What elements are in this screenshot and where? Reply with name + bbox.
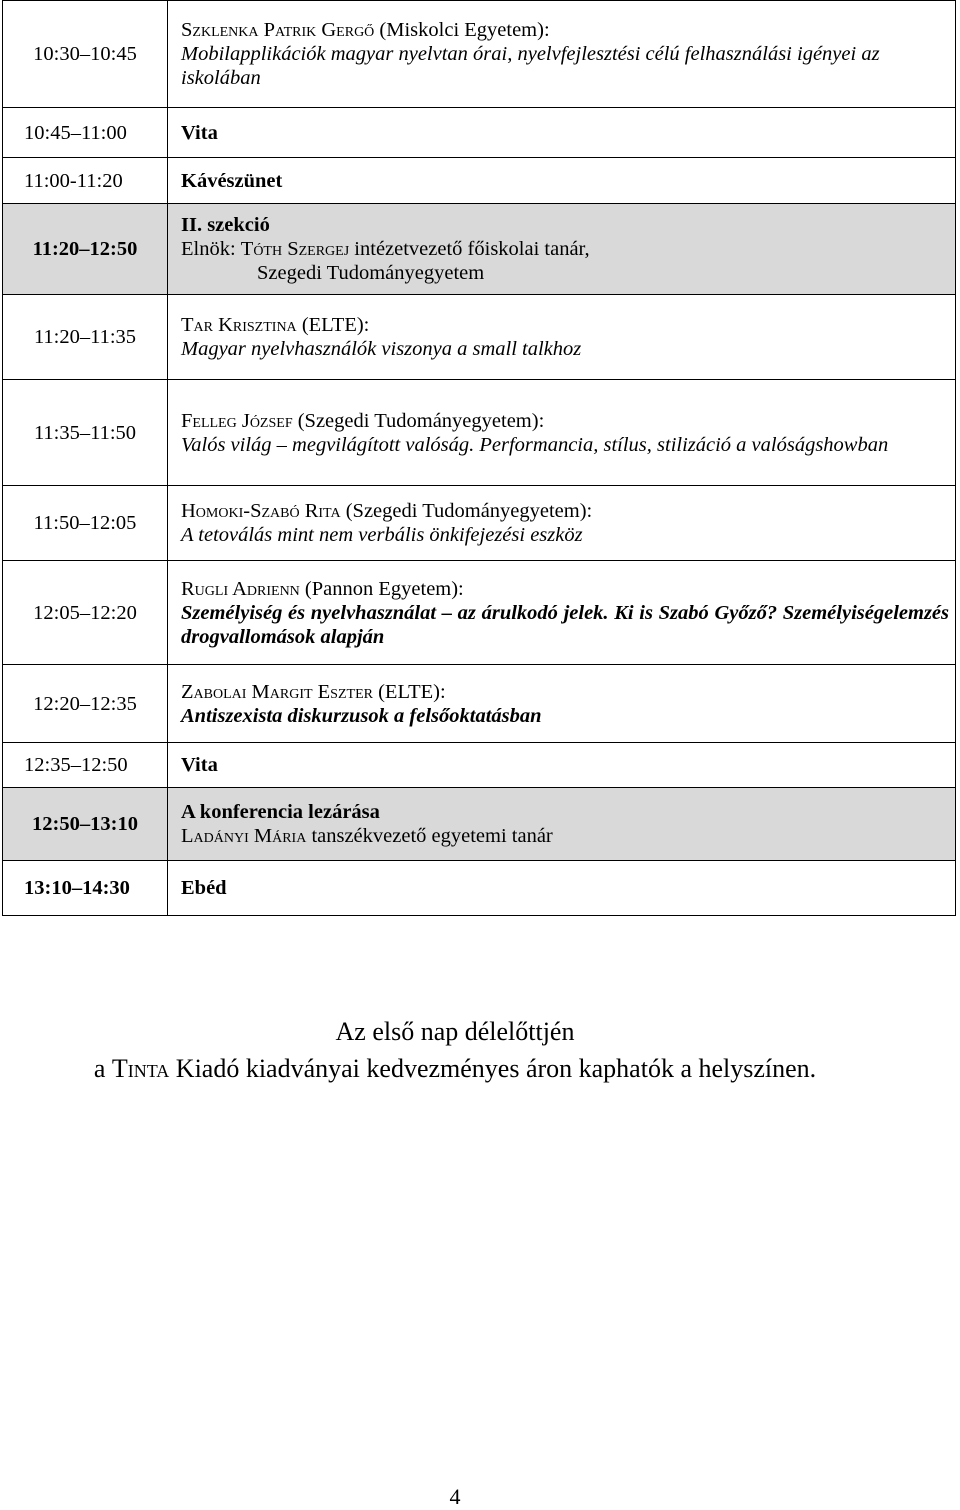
talk-title: Mobilapplikációk magyar nyelvtan órai, nyelvfejlesztési célú felhasználási igényei az iskolában <box>181 43 880 89</box>
footer-note <box>0 1013 910 1087</box>
publisher-name: Tinta <box>111 1054 170 1083</box>
talk-title: A tetoválás mint nem verbális önkifejezési eszköz <box>181 524 583 546</box>
program-row <box>3 743 956 788</box>
speaker-name: Felleg József <box>181 409 293 432</box>
program-row <box>3 486 956 561</box>
talk-title: Magyar nyelvhasználók viszonya a small talkhoz <box>181 338 582 360</box>
speaker-affiliation: (Szegedi Tudományegyetem): <box>292 409 545 432</box>
break-label: Vita <box>168 108 956 158</box>
time-cell: 11:35–11:50 <box>3 380 168 486</box>
time-cell: 12:50–13:10 <box>3 788 168 861</box>
program-table <box>2 0 956 916</box>
time-cell: 11:50–12:05 <box>3 486 168 561</box>
time-cell: 10:30–10:45 <box>3 1 168 108</box>
closing-title: A konferencia lezárása <box>181 801 380 823</box>
section-cell <box>168 204 956 295</box>
program-row <box>3 295 956 380</box>
chair-prefix: Elnök: <box>181 238 241 260</box>
break-label: Kávészünet <box>168 158 956 204</box>
program-row <box>3 380 956 486</box>
talk-cell <box>168 1 956 108</box>
footer-line-2 <box>0 1050 910 1087</box>
program-row <box>3 561 956 665</box>
section-row <box>3 204 956 295</box>
closing-row <box>3 788 956 861</box>
talk-title: Antiszexista diskurzusok a felsőoktatásban <box>181 704 542 727</box>
talk-title: Valós világ – megvilágított valóság. Performancia, stílus, stilizáció a valóságshowban <box>181 433 889 456</box>
talk-cell <box>168 380 956 486</box>
speaker-name: Zabolai Margit Eszter <box>181 680 373 703</box>
time-cell: 13:10–14:30 <box>3 861 168 916</box>
break-label: Vita <box>168 743 956 788</box>
time-cell: 12:20–12:35 <box>3 665 168 743</box>
section-title: II. szekció <box>181 214 270 236</box>
program-row <box>3 861 956 916</box>
speaker-affiliation: (ELTE): <box>372 680 446 703</box>
closing-cell <box>168 788 956 861</box>
page-number: 4 <box>449 1484 461 1509</box>
speaker-name: Tar Krisztina <box>181 314 297 336</box>
time-cell: 12:05–12:20 <box>3 561 168 665</box>
time-cell: 11:20–12:50 <box>3 204 168 295</box>
footer-suffix: Kiadó kiadványai kedvezményes áron kaphatók a helyszínen. <box>169 1054 817 1083</box>
footer-prefix: a <box>93 1054 112 1083</box>
chair-name: Tóth Szergej <box>240 238 350 260</box>
talk-cell <box>168 295 956 380</box>
closing-name: Ladányi Mária <box>181 825 307 847</box>
talk-title: Személyiség és nyelvhasználat – az árulkodó jelek. Ki is Szabó Győző? Személyiségelemzés drogvallomások alapján <box>181 601 949 648</box>
chair-affiliation: Szegedi Tudományegyetem <box>257 262 485 284</box>
time-cell: 10:45–11:00 <box>3 108 168 158</box>
time-cell: 11:20–11:35 <box>3 295 168 380</box>
speaker-affiliation: (Szegedi Tudományegyetem): <box>340 500 593 522</box>
speaker-name: Homoki-Szabó Rita <box>181 500 341 522</box>
talk-cell <box>168 665 956 743</box>
speaker-name: Szklenka Patrik Gergő <box>181 19 375 41</box>
program-row <box>3 665 956 743</box>
chair-role: intézetvezető főiskolai tanár, <box>349 238 590 260</box>
speaker-name: Rugli Adrienn <box>181 577 300 600</box>
footer-line-1: Az első nap délelőttjén <box>335 1017 575 1046</box>
speaker-affiliation: (Pannon Egyetem): <box>299 577 464 600</box>
closing-role: tanszékvezető egyetemi tanár <box>306 825 553 847</box>
program-row <box>3 1 956 108</box>
program-row <box>3 108 956 158</box>
break-label: Ebéd <box>168 861 956 916</box>
time-cell: 11:00-11:20 <box>3 158 168 204</box>
speaker-affiliation: (ELTE): <box>296 314 370 336</box>
speaker-affiliation: (Miskolci Egyetem): <box>374 19 550 41</box>
time-cell: 12:35–12:50 <box>3 743 168 788</box>
program-row <box>3 158 956 204</box>
talk-cell <box>168 486 956 561</box>
talk-cell <box>168 561 956 665</box>
